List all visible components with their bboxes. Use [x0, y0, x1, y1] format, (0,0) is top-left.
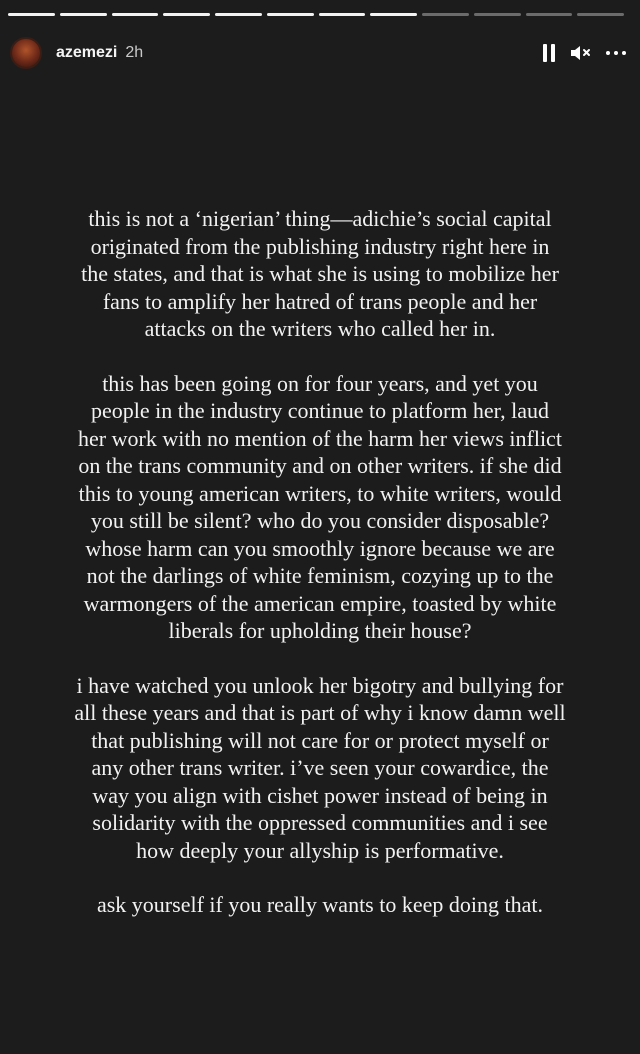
more-icon [606, 51, 626, 55]
progress-segment-2 [60, 13, 107, 16]
pause-button[interactable] [542, 44, 556, 62]
progress-segment-3 [112, 13, 159, 16]
username-link[interactable]: azemezi [56, 44, 118, 61]
profile-avatar[interactable] [10, 37, 42, 69]
story-paragraph: this has been going on for four years, and yet you people in the industry continue to platform her, laud her work with no mention of the harm her views inflict on the trans community and on other writers. if she did this to young american writers, to white writers, would you still be silent? who do you consider disposable? whose harm can you smoothly ignore because we are not the darlings of white feminism, cozying up to the warmongers of the american empire, toasted by white liberals for upholding their house? [78, 370, 562, 643]
progress-segment-10 [474, 13, 521, 16]
mute-icon [570, 44, 592, 62]
progress-segment-8 [370, 13, 417, 16]
story-text-content [14, 205, 626, 946]
progress-segment-9 [422, 13, 469, 16]
story-header [10, 33, 626, 73]
progress-segment-11 [526, 13, 573, 16]
progress-segment-5 [215, 13, 262, 16]
story-paragraph: ask yourself if you really wants to keep doing that. [96, 892, 543, 917]
story-paragraph: i have watched you unlook her bigotry and bullying for all these years and that is part of why i know damn well that publishing will not care for or protect myself or any other trans writer. i’ve seen your cowardice, the way you align with cishet power instead of being in solidarity with the oppressed communities and i see how deeply your allyship is performative. [74, 672, 566, 863]
story-progress-bar [8, 13, 624, 16]
progress-segment-1 [8, 13, 55, 16]
story-controls [542, 44, 626, 62]
progress-segment-4 [163, 13, 210, 16]
more-options-button[interactable] [606, 51, 626, 55]
pause-icon [542, 44, 556, 62]
progress-segment-12 [577, 13, 624, 16]
progress-segment-7 [319, 13, 366, 16]
story-paragraph: this is not a ‘nigerian’ thing—adichie’s social capital originated from the publishing industry right here in the states, and that is what she is using to mobilize her fans to amplify her hatred of trans people and her attacks on the writers who called her in. [81, 206, 559, 341]
mute-button[interactable] [570, 44, 592, 62]
progress-segment-6 [267, 13, 314, 16]
post-timestamp: 2h [125, 44, 144, 61]
